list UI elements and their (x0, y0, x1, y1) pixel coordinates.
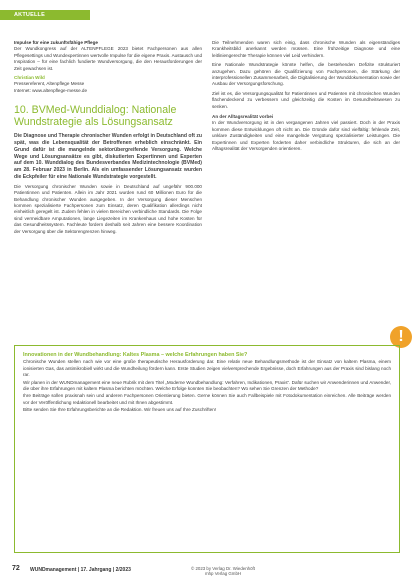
article-body-paragraph: Die Versorgung chronischer Wunden sowie in Deutschland auf ungefähr 900.000 Patientinnen und Patienten. Allein im Jahr 2021 wurden rund 60 Millionen Euro für die Behandlung chronischer Wunden ausgegeben. In der Versorgung dieser Menschen kommen spezialisierte Fachpersonen zum Einsatz, deren Qualifikation allerdings nicht einheitlich geregelt ist. Zudem fehlen in vielen Bereichen verbindliche Standards. Die Folge sind vermeidbare Amputationen, lange Liegezeiten im Krankenhaus und hohe Kosten für das Gesundheitssystem. Fachleute fordern deshalb seit Jahren eine bessere Koordination der Versorgung über die Sektorengrenzen hinweg. (14, 183, 202, 234)
article-lead: Die Diagnose und Therapie chronischer Wunden erfolgt in Deutschland oft zu spät, was die Lebensqualität der Betroffenen erheblich einschränkt. Ein Grund dafür ist die mangelnde sektorübergreifende Versorgung. Welche Wege und Lösungsansätze es gibt, diskutierten Expertinnen und Experten auf dem 10. Wunddialog des Bundesverbandes Medizintechnologie (BVMed) am 28. Februar 2023 in Berlin. Als ein umfassender Lösungsansatz wurden die Eckpfeiler für eine Nationale Wundstrategie vorgestellt. (14, 133, 202, 181)
author-website: Internet: www.altenpflege-messe.de (14, 87, 88, 93)
exclamation-icon: ! (390, 326, 412, 348)
info-box-paragraph-4: Bitte senden Sie Ihre Erfahrungsberichte an die Redaktion. Wir freuen uns auf Ihre Zuschriften! (23, 407, 217, 413)
page-number: 72 (12, 565, 20, 572)
info-box-paragraph-1: Chronische Wunden stellen nach wie vor eine große therapeutische Herausforderung dar. Eine relativ neue Behandlungsmethode ist der Einsatz von kaltem Plasma, einem ionisierten Gas, das antimikrobiell wirkt und die Wundheilung fördern kann. Erste Studien zeigen vielversprechende Ergebnisse, doch Erfahrungen aus der Praxis sind bislang noch rar. (23, 359, 391, 378)
right-paragraph-4: In der Wundversorgung ist in den vergangenen Jahren viel passiert. Doch in der Praxis kommen diese Entwicklungen oft nicht an. Die Gründe dafür sind vielfältig: fehlende Zeit, unklare Zuständigkeiten und eine mangelnde Vergütung spezialisierter Leistungen. Die Expertinnen und Experten forderten daher verbindliche Strukturen, die sich an der Alltagsrealität der Versorgenden orientieren. (212, 120, 400, 152)
right-paragraph-1: Die Teilnehmenden waren sich einig, dass chronische Wunden als eigenständiges Krankheitsbild anerkannt werden müssen. Eine frühzeitige Diagnose und eine leitliniengerechte Therapie können viel Leid verhindern. (212, 40, 400, 58)
copyright-line-2: mhp Verlag GmbH (204, 571, 242, 577)
page-footer (0, 565, 413, 585)
author-name: Christian Wild (14, 75, 45, 81)
info-box (14, 345, 400, 553)
left-column (14, 40, 202, 238)
article-title: 10. BVMed-Wunddialog: Nationale Wundstrategie als Lösungsansatz (14, 104, 177, 129)
author-role: Pressereferent, Altenpflege Messe (14, 81, 85, 87)
copyright-line-1: © 2023 by Verlag Dr. Wiedenhöft (190, 566, 255, 571)
subheading-alltag: An der Alltagsrealität vorbei (212, 114, 274, 120)
copyright-notice (168, 566, 278, 576)
intro-paragraph: Der Wundkongress auf der ALTENPFLEGE 2023 bietet Fachpersonen aus allen Pflegesettings und Wundexpertinnen wertvolle Impulse für die eigene Praxis. Austausch und Inspiration – für eine fachlich fundierte Wundversorgung, die den Herausforderungen der Zeit gewachsen ist. (14, 46, 202, 71)
info-box-title: Innovationen in der Wundbehandlung: Kaltes Plasma – welche Erfahrungen haben Sie? (23, 352, 248, 358)
section-tag: AKTUELLE INFORMATIONEN (0, 10, 90, 20)
info-box-paragraph-3: Ihre Beiträge sollen praxisnah sein und anderen Fachpersonen Orientierung bieten. Gerne können Sie auch Fallbeispiele mit Fotodokumentation einreichen. Alle Beiträge werden vor der Veröffentlichung redaktionell bearbeitet und mit Ihnen abgestimmt. (23, 393, 391, 405)
right-column (212, 40, 400, 156)
subheading-impulse: Impulse für eine zukunftsfähige Pflege (14, 40, 98, 45)
right-paragraph-3: Ziel ist es, die Versorgungsqualität für Patientinnen und Patienten mit chronischen Wunden flächendeckend zu verbessern und gleichzeitig die Kosten im Gesundheitswesen zu senken. (212, 90, 400, 109)
journal-name: WUNDmanagement | 17. Jahrgang | 2/2023 (30, 567, 131, 573)
right-paragraph-2: Eine Nationale Wundstrategie könnte helfen, die bestehenden Defizite strukturiert anzugehen. Dazu gehören die Qualifizierung von Fachpersonen, die Stärkung der interprofessionellen Zusammenarbeit, die Digitalisierung der Wunddokumentation sowie der Ausbau der Versorgungsforschung. (212, 62, 400, 87)
info-box-paragraph-2: Wir planen in der WUNDmanagement eine neue Rubrik mit dem Titel „Moderne Wundbehandlung: Verfahren, Indikationen, Praxis“. Dafür suchen wir Anwenderinnen und Anwender, die über ihre Erfahrungen mit kaltem Plasma berichten möchten. Welche Erfolge konnten Sie beobachten? Wo sehen Sie Grenzen der Methode? (23, 379, 391, 392)
